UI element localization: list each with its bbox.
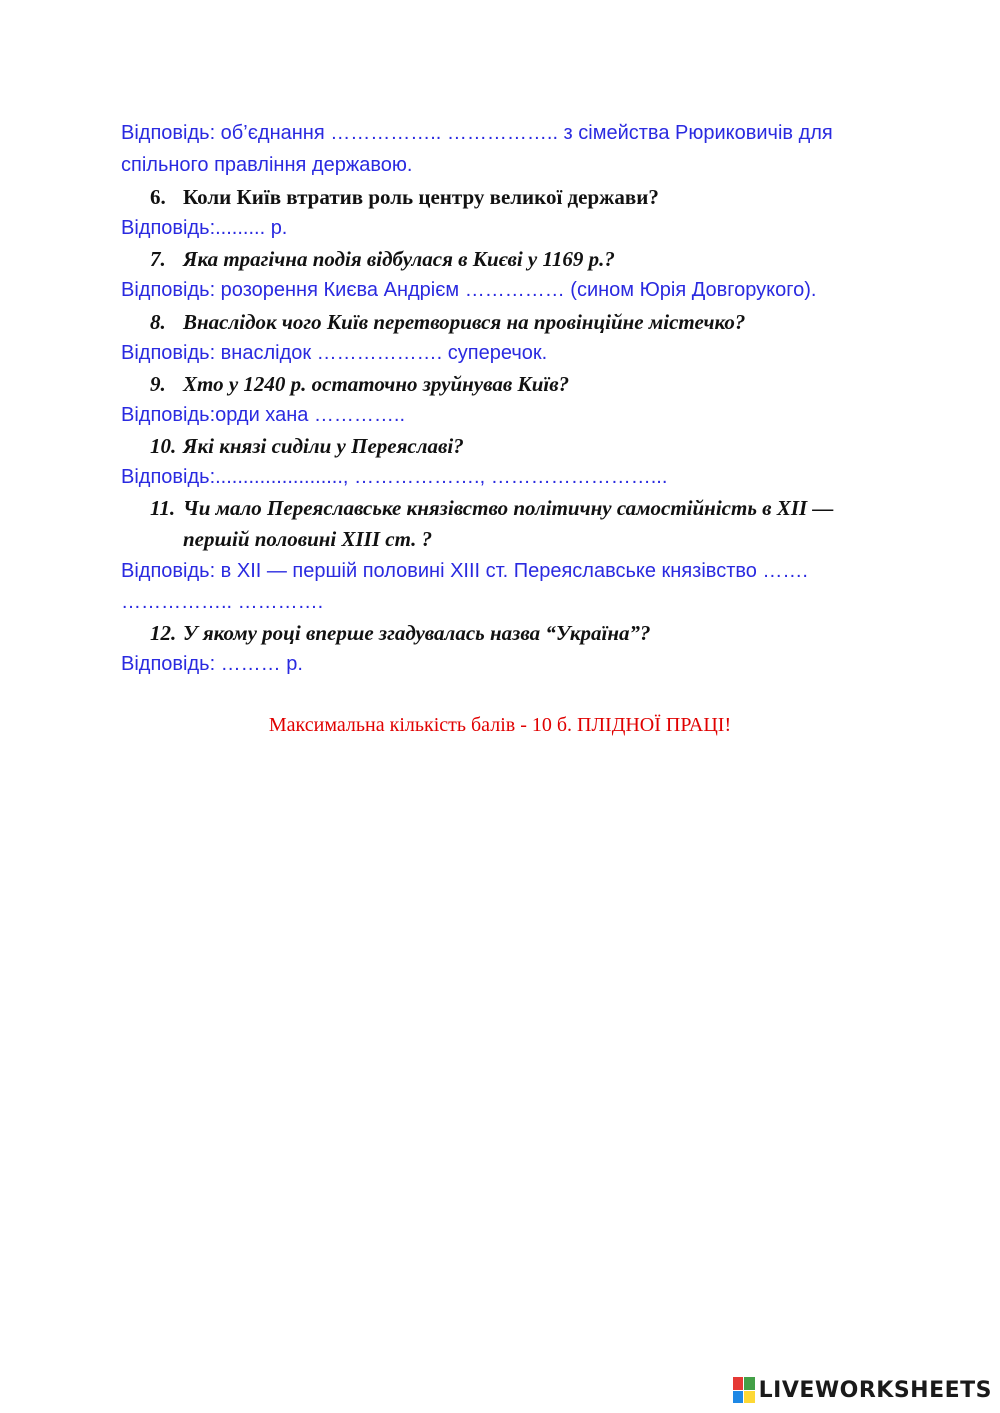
question-11-line-2: першій половині XIII ст. ?: [183, 527, 433, 551]
question-text: Хто у 1240 р. остаточно зруйнував Київ?: [183, 372, 570, 396]
answer-10: Відповідь:......................., ………………., ……………………...: [121, 466, 668, 488]
question-number: 7.: [150, 247, 166, 271]
question-number: 11.: [150, 496, 176, 520]
question-8: [150, 307, 745, 338]
question-number: 10.: [150, 434, 177, 458]
question-9: [150, 369, 569, 400]
answer-5-line-1: Відповідь: об’єднання …………….. …………….. з сімейства Рюриковичів для: [121, 122, 833, 144]
answer-6: Відповідь:......... р.: [121, 217, 288, 239]
question-text-line-1: Чи мало Переяславське князівство політичну самостійність в XII —: [183, 496, 834, 520]
question-7: [150, 244, 615, 275]
question-text: Внаслідок чого Київ перетворився на провінційне містечко?: [183, 310, 746, 334]
answer-9: Відповідь:орди хана …………..: [121, 404, 406, 426]
question-text: Коли Київ втратив роль центру великої держави?: [183, 185, 659, 209]
question-number: 9.: [150, 372, 166, 396]
answer-7: Відповідь: розорення Києва Андрієм …………… (сином Юрія Довгорукого).: [121, 279, 817, 301]
question-6: [150, 182, 659, 213]
question-10: [150, 431, 464, 462]
brand-watermark[interactable]: [733, 1375, 992, 1405]
question-number: 12.: [150, 621, 177, 645]
question-11: [150, 493, 833, 524]
question-number: 6.: [150, 185, 166, 209]
question-text: Яка трагічна подія відбулася в Києві у 1169 р.?: [183, 247, 615, 271]
question-text: У якому році вперше згадувалась назва “Україна”?: [183, 621, 651, 645]
question-12: [150, 618, 651, 649]
answer-12: Відповідь: ……… р.: [121, 653, 303, 675]
brand-name: LIVEWORKSHEETS: [758, 1377, 992, 1403]
question-number: 8.: [150, 310, 166, 334]
answer-8: Відповідь: внаслідок ………………. суперечок.: [121, 342, 548, 364]
liveworksheets-logo-icon: [733, 1377, 755, 1403]
answer-11-line-1: Відповідь: в XII — першій половині XIII ст. Переяславське князівство …….: [121, 560, 808, 582]
answer-5-line-2: спільного правління державою.: [121, 154, 413, 176]
question-text: Які князі сиділи у Переяславі?: [183, 434, 464, 458]
answer-11-line-2: …………….. ………….: [121, 591, 324, 613]
footer-note: Максимальна кількість балів - 10 б. ПЛІДНОЇ ПРАЦІ!: [268, 714, 732, 736]
